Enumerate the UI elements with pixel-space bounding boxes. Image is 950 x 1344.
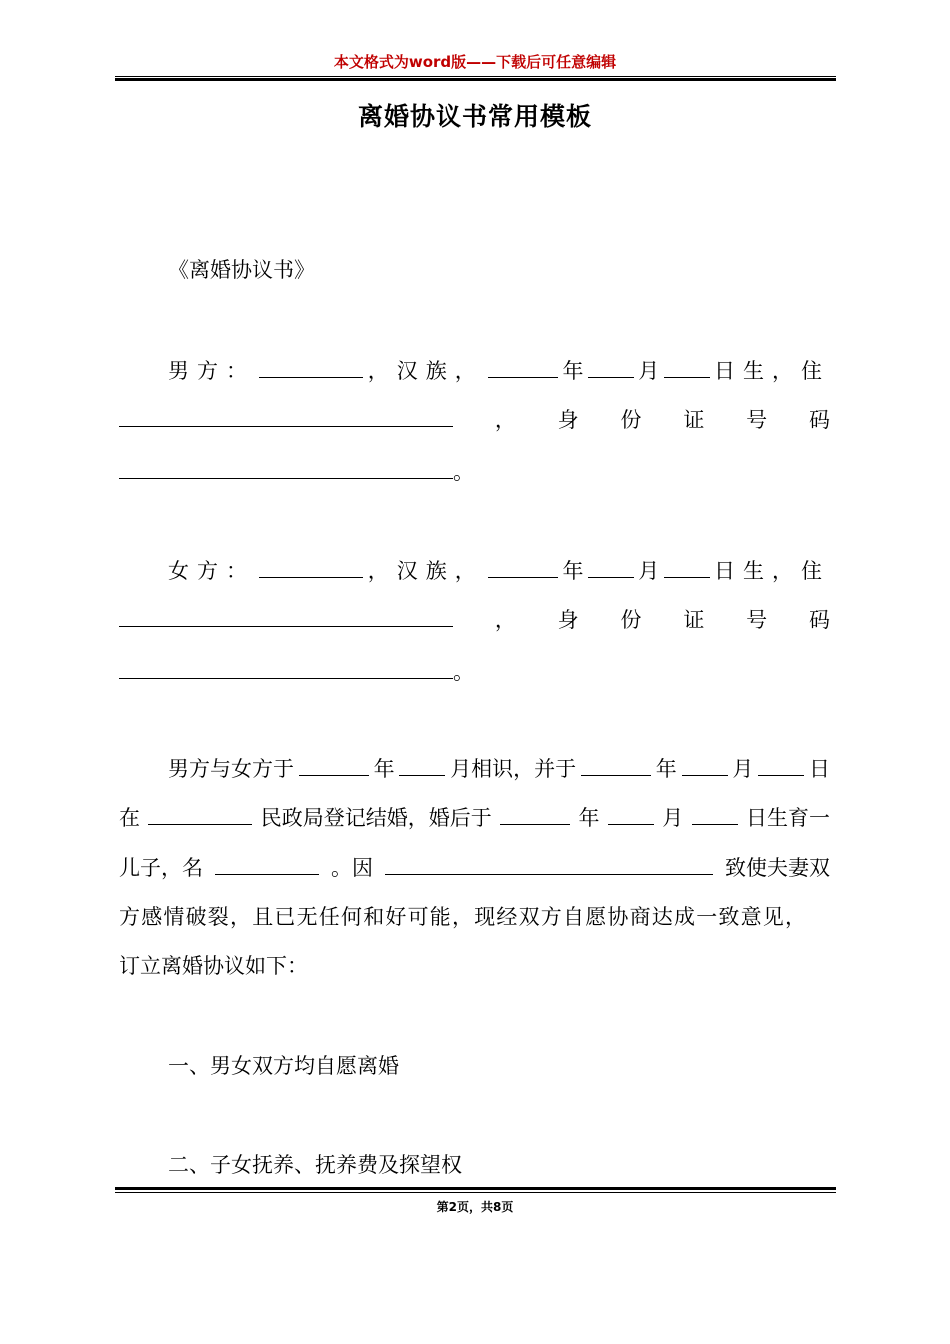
female-line-2 xyxy=(119,604,830,635)
marriage-text: 男方与女方于 xyxy=(168,757,294,781)
male-line-2 xyxy=(119,404,830,435)
marriage-text: 月 xyxy=(662,806,684,830)
female-end: 。 xyxy=(453,660,474,684)
bureau-blank xyxy=(148,802,252,825)
child-name-blank xyxy=(215,852,319,875)
footer-rule-thin xyxy=(115,1192,836,1193)
female-month-blank xyxy=(588,555,634,578)
clause-2: 二、子女抚养、抚养费及探望权 xyxy=(168,1153,462,1177)
male-id-char: 码 xyxy=(808,408,830,432)
male-name-blank xyxy=(259,355,363,378)
male-line-3 xyxy=(119,456,830,487)
marriage-text: 年 xyxy=(373,757,395,781)
footer-rule-thick xyxy=(115,1187,836,1190)
female-ethnic: ，汉族， xyxy=(367,559,484,583)
male-id-char: 号 xyxy=(746,408,768,432)
reason-blank xyxy=(385,852,713,875)
wed-year-blank xyxy=(581,753,651,776)
female-label: 女方： xyxy=(168,559,255,583)
female-year-blank xyxy=(488,555,558,578)
meet-year-blank xyxy=(299,753,369,776)
female-year-label: 年 xyxy=(562,559,584,583)
meet-month-blank xyxy=(399,753,445,776)
page-number: 第2页，共8页 xyxy=(436,1200,514,1214)
female-comma: ， xyxy=(494,608,516,632)
marriage-text: 月 xyxy=(732,757,754,781)
male-end: 。 xyxy=(453,460,474,484)
marriage-line-4: 方感情破裂，且已无任何和好可能，现经双方自愿协商达成一致意见， xyxy=(119,905,808,929)
male-month-blank xyxy=(588,355,634,378)
marriage-text: 日 xyxy=(808,757,830,781)
male-month-label: 月 xyxy=(638,359,660,383)
marriage-text: 。因 xyxy=(331,856,373,880)
header-rule-thin xyxy=(115,76,836,77)
doc-name: 《离婚协议书》 xyxy=(168,258,315,282)
marriage-line-1 xyxy=(119,753,830,784)
male-id-char: 份 xyxy=(620,408,642,432)
male-label: 男方： xyxy=(168,359,255,383)
male-born: 日生，住 xyxy=(714,359,830,383)
male-year-blank xyxy=(488,355,558,378)
marriage-text: 年 xyxy=(578,806,600,830)
female-line-3 xyxy=(119,656,830,687)
male-year-label: 年 xyxy=(562,359,584,383)
male-day-blank xyxy=(664,355,710,378)
marriage-text: 致使夫妻双 xyxy=(725,856,830,880)
female-id-char: 证 xyxy=(683,608,705,632)
marriage-line-3 xyxy=(119,852,830,883)
female-id-char: 身 xyxy=(557,608,579,632)
marriage-text: 民政局登记结婚，婚后于 xyxy=(260,806,492,830)
male-id-char: 身 xyxy=(557,408,579,432)
male-id-blank xyxy=(119,456,453,479)
header-rule-thick xyxy=(115,78,836,81)
header-banner: 本文格式为word版——下载后可任意编辑 xyxy=(333,53,617,71)
female-id-char: 号 xyxy=(746,608,768,632)
male-id-char: 证 xyxy=(683,408,705,432)
marriage-line-5: 订立离婚协议如下： xyxy=(119,954,308,978)
marriage-text: 在 xyxy=(119,806,140,830)
female-id-char: 份 xyxy=(620,608,642,632)
female-id-char: 码 xyxy=(808,608,830,632)
male-comma: ， xyxy=(494,408,516,432)
marriage-text: 年 xyxy=(655,757,677,781)
marriage-text: 月相识，并于 xyxy=(450,757,577,781)
female-born: 日生，住 xyxy=(714,559,830,583)
female-month-label: 月 xyxy=(638,559,660,583)
wed-month-blank xyxy=(682,753,728,776)
marriage-text: 日生育一 xyxy=(746,806,830,830)
female-name-blank xyxy=(259,555,363,578)
female-id-blank xyxy=(119,656,453,679)
male-address-blank xyxy=(119,404,453,427)
female-day-blank xyxy=(664,555,710,578)
marriage-line-2 xyxy=(119,802,830,833)
female-address-blank xyxy=(119,604,453,627)
birth-year-blank xyxy=(500,802,570,825)
birth-day-blank xyxy=(692,802,738,825)
marriage-text: 儿子，名 xyxy=(119,856,203,880)
wed-day-blank xyxy=(758,753,804,776)
male-line-1 xyxy=(119,355,830,386)
male-ethnic: ，汉族， xyxy=(367,359,484,383)
page-title: 离婚协议书常用模板 xyxy=(357,102,592,131)
clause-1: 一、男女双方均自愿离婚 xyxy=(168,1054,399,1078)
birth-month-blank xyxy=(608,802,654,825)
female-line-1 xyxy=(119,555,830,586)
